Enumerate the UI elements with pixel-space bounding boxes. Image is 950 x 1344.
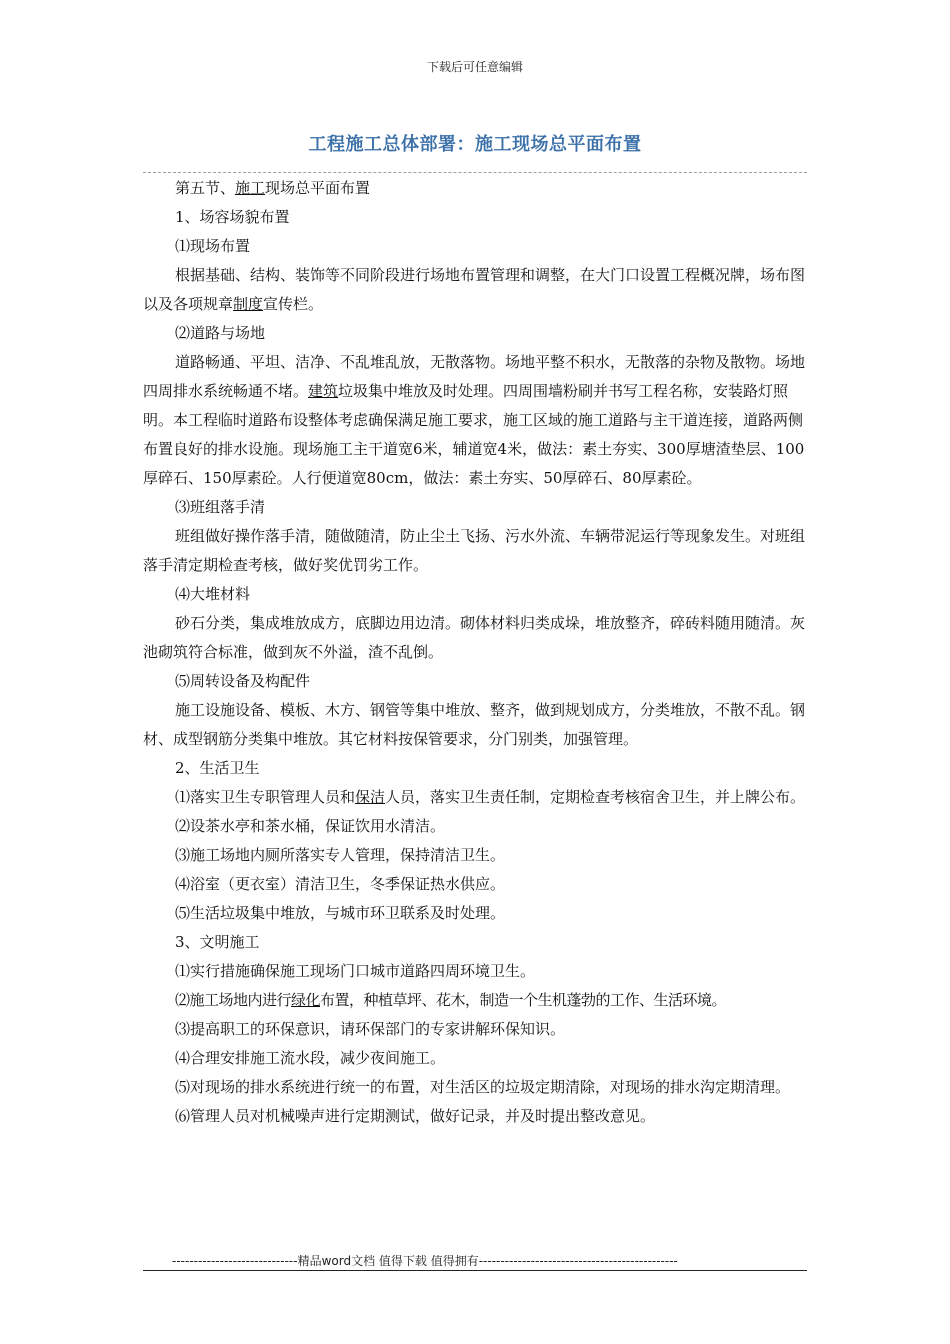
- list-item-civil-4: ⑷合理安排施工流水段，减少夜间施工。: [175, 1049, 446, 1067]
- list-item-civil-1: ⑴实行措施确保施工现场门口城市道路四周环境卫生。: [175, 962, 536, 980]
- title-divider: [143, 172, 807, 173]
- footer-banner: -----------------------------精品word文档 值得下载 值得拥有----------------------------------------------: [172, 1254, 678, 1268]
- heading-3: 3、文明施工: [175, 933, 260, 951]
- subheading-bulk-materials: ⑷大堆材料: [175, 585, 251, 603]
- document-body: [143, 174, 807, 1131]
- list-item-civil-3: ⑶提高职工的环保意识，请环保部门的专家讲解环保知识。: [175, 1020, 566, 1038]
- subheading-site-layout: ⑴现场布置: [175, 237, 251, 255]
- section-link-shigong[interactable]: 施工: [235, 179, 266, 197]
- document-title: 工程施工总体部署：施工现场总平面布置: [308, 134, 642, 155]
- link-jianzhu[interactable]: 建筑: [308, 382, 339, 400]
- paragraph-site-layout: 根据基础、结构、装饰等不同阶段进行场地布置管理和调整，在大门口设置工程概况牌，场布图以及各项规章制度宣传栏。: [143, 266, 806, 313]
- link-zhidu[interactable]: 制度: [233, 295, 264, 313]
- link-lvhua[interactable]: 绿化: [291, 991, 321, 1009]
- list-item-life-2: ⑵设茶水亭和茶水桶，保证饮用水清洁。: [175, 817, 446, 835]
- list-item-civil-2: ⑵施工场地内进行绿化布置，种植草坪、花木，制造一个生机蓬勃的工作、生活环境。: [175, 991, 727, 1009]
- paragraph-equipment: 施工设施设备、模板、木方、钢管等集中堆放、整齐，做到规划成方，分类堆放，不散不乱。钢材、成型钢筋分类集中堆放。其它材料按保管要求，分门别类，加强管理。: [143, 701, 806, 748]
- link-baojie[interactable]: 保洁: [355, 788, 386, 806]
- subheading-roads: ⑵道路与场地: [175, 324, 266, 342]
- list-item-life-1: ⑴落实卫生专职管理人员和保洁人员，落实卫生责任制，定期检查考核宿舍卫生，并上牌公布。: [175, 788, 806, 806]
- list-item-civil-5: ⑸对现场的排水系统进行统一的布置，对生活区的垃圾定期清除，对现场的排水沟定期清理。: [175, 1078, 791, 1096]
- footer-divider: [143, 1270, 807, 1271]
- subheading-equipment: ⑸周转设备及构配件: [175, 672, 311, 690]
- list-item-life-5: ⑸生活垃圾集中堆放，与城市环卫联系及时处理。: [175, 904, 506, 922]
- heading-2: 2、生活卫生: [175, 759, 260, 777]
- subheading-team-cleanup: ⑶班组落手清: [175, 498, 266, 516]
- paragraph-roads: 道路畅通、平坦、洁净、不乱堆乱放，无散落物。场地平整不积水，无散落的杂物及散物。场地四周排水系统畅通不堵。建筑垃圾集中堆放及时处理。四周围墙粉刷并书写工程名称，安装路灯照明。本工程临时道路布设整体考虑确保满足施工要求，施工区域的施工道路与主干道连接，道路两侧布置良好的排水设施。现场施工主干道宽6米，辅道宽4米，做法：素土夯实、300厚塘渣垫层、100厚碎石、150厚素砼。人行便道宽80cm，做法：素土夯实、50厚碎石、80厚素砼。: [143, 353, 806, 487]
- list-item-life-3: ⑶施工场地内厕所落实专人管理，保持清洁卫生。: [175, 846, 506, 864]
- heading-1: 1、场容场貌布置: [175, 208, 290, 226]
- section-heading: 第五节、施工现场总平面布置: [175, 179, 371, 197]
- paragraph-team-cleanup: 班组做好操作落手清，随做随清，防止尘土飞扬、污水外流、车辆带泥运行等现象发生。对班组落手清定期检查考核，做好奖优罚劣工作。: [143, 527, 806, 574]
- list-item-life-4: ⑷浴室（更衣室）清洁卫生，冬季保证热水供应。: [175, 875, 506, 893]
- list-item-civil-6: ⑹管理人员对机械噪声进行定期测试，做好记录，并及时提出整改意见。: [175, 1107, 656, 1125]
- header-note: 下载后可任意编辑: [426, 60, 523, 74]
- paragraph-bulk-materials: 砂石分类，集成堆放成方，底脚边用边清。砌体材料归类成垛，堆放整齐，碎砖料随用随清。灰池砌筑符合标准，做到灰不外溢，渣不乱倒。: [143, 614, 806, 661]
